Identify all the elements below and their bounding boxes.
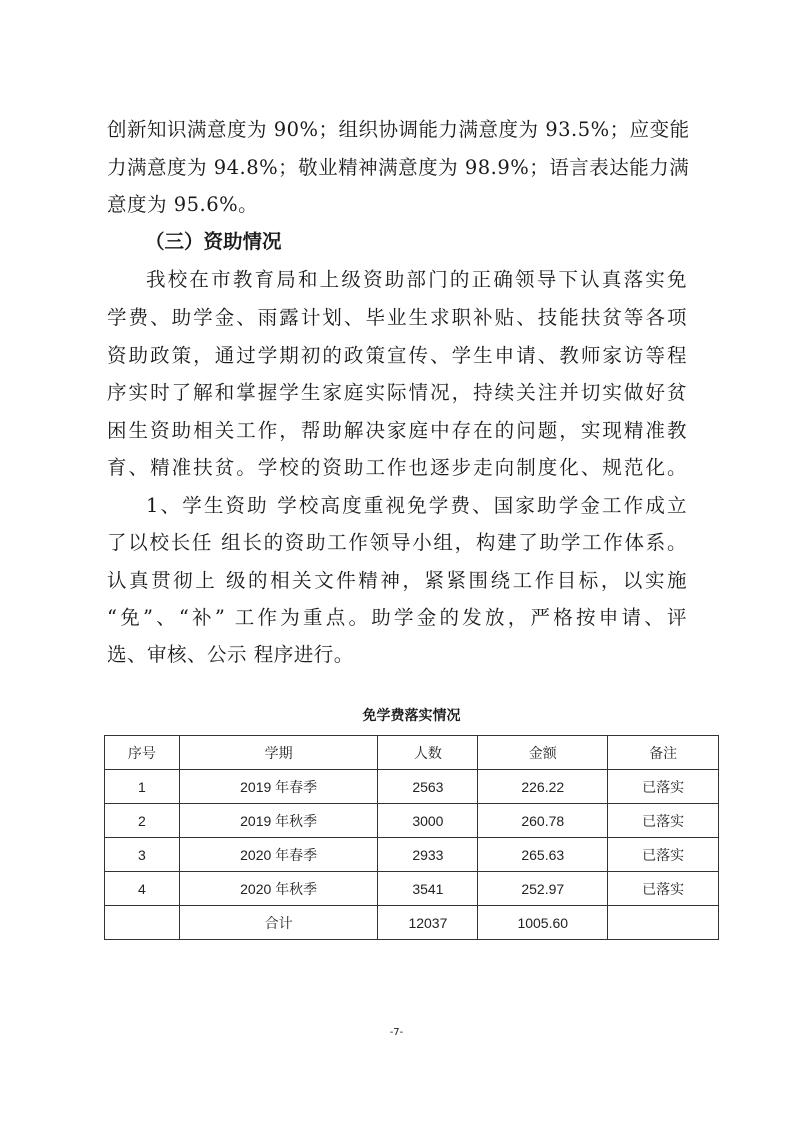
text-line: 困生资助相关工作，帮助解决家庭中存在的问题，实现精准教 xyxy=(107,419,687,442)
table-cell: 2020 年秋季 xyxy=(179,872,378,906)
header-cell: 备注 xyxy=(608,736,719,770)
table-cell: 3000 xyxy=(378,804,478,838)
text-line: 育、精准扶贫。学校的资助工作也逐步走向制度化、规范化。 xyxy=(107,456,687,479)
text-line: 意度为 95.6%。 xyxy=(107,193,259,216)
table-cell: 1 xyxy=(105,770,180,804)
table-cell xyxy=(105,906,180,940)
table-cell: 已落实 xyxy=(608,872,719,906)
table-total-row xyxy=(105,906,719,940)
table-cell: 1005.60 xyxy=(478,906,608,940)
text-line: 我校在市教育局和上级资助部门的正确领导下认真落实免 xyxy=(146,268,687,291)
table-header-row xyxy=(105,736,719,770)
table-row xyxy=(105,872,719,906)
table-cell: 2 xyxy=(105,804,180,838)
table-cell: 4 xyxy=(105,872,180,906)
table-row xyxy=(105,804,719,838)
table-row xyxy=(105,770,719,804)
text-line: 资助政策，通过学期初的政策宣传、学生申请、教师家访等程 xyxy=(107,344,687,367)
table-cell: 已落实 xyxy=(608,770,719,804)
text-line: 力满意度为 94.8%；敬业精神满意度为 98.9%；语言表达能力满 xyxy=(107,156,690,179)
table-title: 免学费落实情况 xyxy=(362,708,461,724)
table-cell: 226.22 xyxy=(478,770,608,804)
table-cell: 3 xyxy=(105,838,180,872)
table-cell: 265.63 xyxy=(478,838,608,872)
table-cell: 252.97 xyxy=(478,872,608,906)
table-cell: 2933 xyxy=(378,838,478,872)
text-line: 选、审核、公示 程序进行。 xyxy=(107,643,354,666)
page-number: -7- xyxy=(389,1027,404,1038)
text-line: 创新知识满意度为 90%；组织协调能力满意度为 93.5%；应变能 xyxy=(107,118,690,141)
header-cell: 学期 xyxy=(179,736,378,770)
table-cell: 3541 xyxy=(378,872,478,906)
table-cell: 2019 年秋季 xyxy=(179,804,378,838)
header-cell: 人数 xyxy=(378,736,478,770)
table-cell: 2020 年春季 xyxy=(179,838,378,872)
table-row xyxy=(105,838,719,872)
table-cell xyxy=(608,906,719,940)
header-cell: 金额 xyxy=(478,736,608,770)
table-cell: 2563 xyxy=(378,770,478,804)
text-line: 了以校长任 组长的资助工作领导小组，构建了助学工作体系。 xyxy=(107,531,687,554)
text-line: 序实时了解和掌握学生家庭实际情况，持续关注并切实做好贫 xyxy=(107,381,687,404)
text-line: 认真贯彻上 级的相关文件精神，紧紧围绕工作目标，以实施 xyxy=(107,569,687,592)
table-cell: 已落实 xyxy=(608,838,719,872)
text-line: “免”、“补” 工作为重点。助学金的发放，严格按申请、评 xyxy=(107,606,687,629)
text-line: 学费、助学金、雨露计划、毕业生求职补贴、技能扶贫等各项 xyxy=(107,306,687,329)
table-cell: 260.78 xyxy=(478,804,608,838)
table-cell: 12037 xyxy=(378,906,478,940)
text-line: 1、学生资助 学校高度重视免学费、国家助学金工作成立 xyxy=(146,494,687,517)
header-cell: 序号 xyxy=(105,736,180,770)
table-cell: 2019 年春季 xyxy=(179,770,378,804)
table-cell: 合计 xyxy=(179,906,378,940)
tuition-exemption-table xyxy=(104,735,719,940)
section-heading: （三）资助情况 xyxy=(145,230,282,253)
table-cell: 已落实 xyxy=(608,804,719,838)
